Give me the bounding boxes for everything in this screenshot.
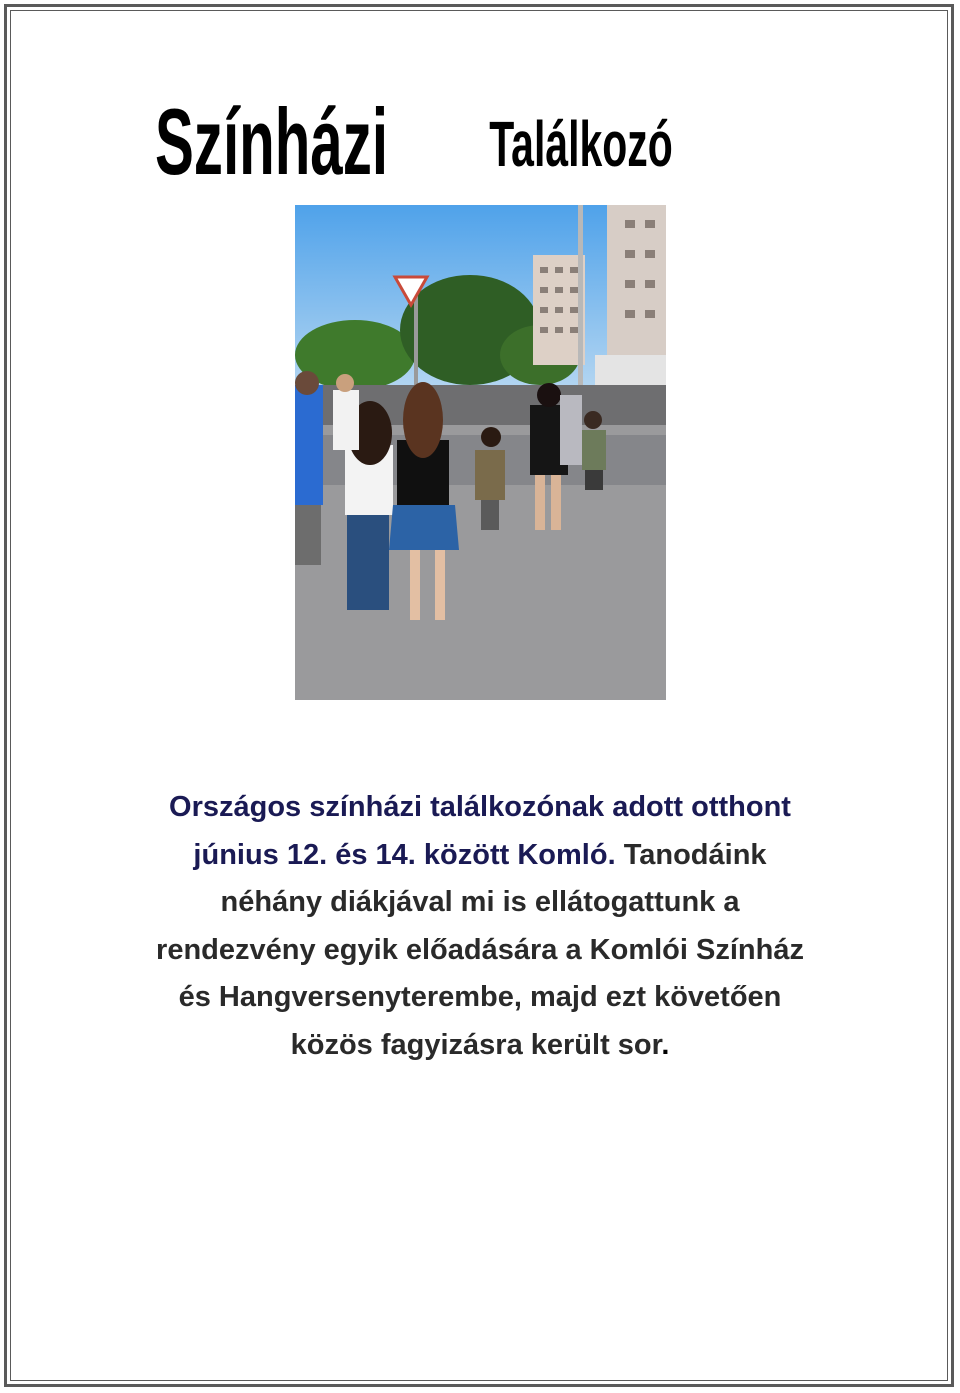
article-line-6-text: közös fagyizásra került sor [290,1028,662,1061]
page-title [150,78,810,188]
article-line-2 [70,832,890,880]
article-line-6-dot: . [661,1028,670,1061]
article-text [70,784,890,1069]
article-line-4: rendezvény egyik előadására a Komlói Színház [156,933,804,966]
group-photo [295,205,666,700]
title-wordart [150,78,810,188]
article-line-5: és Hangversenyterembe, majd ezt követően [178,981,782,1013]
title-word-2: Találkozó [489,108,673,181]
title-word-1: Színházi [154,88,389,188]
article-line-3: néhány diákjával mi is ellátogattunk a [220,886,740,918]
group-photo-icon [295,205,666,700]
article-line-1: Országos színházi találkozónak adott otthont [169,791,791,823]
article-line-2a: június 12. és 14. között Komló. [193,838,616,871]
article-line-6 [70,1022,890,1070]
article-line-2b: Tanodáink [623,838,767,871]
